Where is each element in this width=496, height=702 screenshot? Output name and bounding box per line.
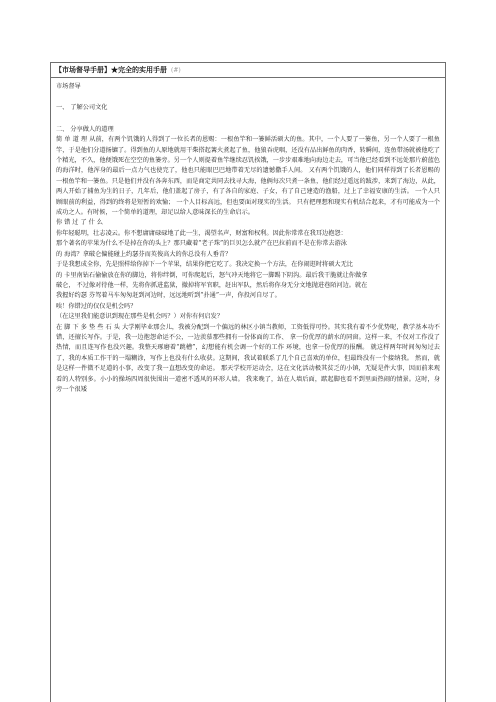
document-title-row <box>51 63 445 78</box>
heading-two: 二、 分享做人的道理 <box>56 125 114 133</box>
body-paragraph: 唉！你错过的仅仅是机会吗？ <box>56 302 137 310</box>
blank-line <box>56 92 440 103</box>
body-paragraph: 的 卡里南钻石偷偷放在你的脚边，将你绊倒，可你爬起后，怒气冲天地将它一脚踢下阴沟。最后我干脆就让你做拿 <box>56 271 368 279</box>
section-label: 市场督导 <box>56 83 81 90</box>
heading-one: 一、 了解公司文化 <box>56 104 108 112</box>
story-fishing-rod: 简 单 道 理 从前，有两个饥饿的人得到了一位长者的恩赐：一根鱼竿和一篓鲜活硕大的鱼。其中，一个人要了一篓鱼，另一个人要了一根鱼竿，于是他们分道扬镳了。得到鱼的人原地就用干柴搭起篝火煮起了鱼，他狼吞虎咽，还没有品出鲜鱼的肉香，转瞬间，连鱼带汤就被他吃了个精光，不久，他便饿死在空空的鱼篓旁。另一个人则提着鱼竿继续忍饥挨饿，一步步艰难地向海边走去，可当他已经看到不远处那片蔚蓝色的海洋时，他浑身的最后一点力气也使完了，他也只能眼巴巴地带着无尽的遗憾撒手人间。 又有两个饥饿的人，他们同样得到了长者恩赐的一根鱼竿和一篓鱼。只是他们并没有各奔东西，而是商定共同去找寻大海，他俩每次只煮一条鱼，他们经过遥远的跋涉，来到了海边，从此，两人开始了捕鱼为生的日子，几年后，他们盖起了房子，有了各自的家庭、子女，有了自己建造的渔船，过上了幸福安康的生活。 一个人只顾眼前的利益，得到的终将是短暂的欢愉； 一个人目标高远，但也要面对现实的生活。 只有把理想和现实有机结合起来，才有可能成为一个成功之人。有时候，一个简单的道理，却足以给人意味深长的生命启示。 <box>56 136 440 217</box>
body-paragraph: 你年轻聪明，壮志凌云。你不想庸庸碌碌地了此一生，渴望名声，财富和权利。因此你常常在我耳边抱怨： <box>56 229 347 237</box>
body-paragraph: 的 海湾？拿破仑偏能碰上约瑟芬而英俊高大的你总没有人垂青？ <box>56 250 232 258</box>
blank-line <box>56 114 440 125</box>
body-paragraph: 我握好约瑟 芬驾着马车匆匆赶到河边时，远远地听到“扑通”一声，你投河自尽了。 <box>56 292 281 300</box>
story-stones-underfoot: 在 脚 下 多 垫 些 石 头 大学刚毕业那会儿，我被分配到一个偏远的林区小镇当教师，工资低得可怜。其实我有着不少优势呢，教学基本功不错，还擅长写作。于是，我一边抱怨命运不公，一边羡慕那些拥有一份体面的工作、 拿一份优厚的薪水的同窗。这样一来，不仅对工作没了热情，而且连写作也没兴趣。我整天琢磨着“跳槽”，幻想能有机会调一个好的工作 环境，也拿一份优厚的报酬。 就这样两年时间匆匆过去了，我的本质工作干的一塌糊涂，写作上也没有什么收获。这期间，我试着联系了几个自己喜欢的单位，但最终没有一个接纳我。 然而，就是这样一件微不足道的小事，改变了我一直想改变的命运。 那天学校开运动会，这在文化活动极其贫乏的小镇，无疑是件大事，因而前来观看的人特别多。小小的操场四周很快围出一道密不透风的环形人墙。 我来晚了，站在人墙后面，踮起脚也看不到里面热闹的情景。这时，身旁一个很矮 <box>56 323 440 393</box>
body-paragraph: 于是我想成全你，先是照样给你掉下一个苹果，结果你把它吃了。我决定换一个方法，在你闹逛时将硕大无比 <box>56 261 353 269</box>
document-body <box>51 78 445 395</box>
document-table <box>50 62 446 702</box>
story-heading-missed: 你 错 过 了 什 么 <box>56 219 103 227</box>
title-tag: (#) <box>171 67 181 74</box>
body-paragraph: 那个著名的苹果为什么不是掉在你的头上？那只藏着“老子珠”的巨贝怎么就产在巴拉前而不是在你常去游泳 <box>56 240 347 248</box>
document-title: 【市场督导手册】★完全的实用手册 <box>55 65 167 74</box>
body-paragraph: 破仑， 不过像对待他一样，先将你抓进监狱，撤掉将军官职，赶出军队，然后将你身无分文地抛进巷陌河边。就在 <box>56 281 368 289</box>
body-paragraph: （在这里我们能意识到现在那些是机会吗？）对你有何启发？ <box>56 313 224 321</box>
